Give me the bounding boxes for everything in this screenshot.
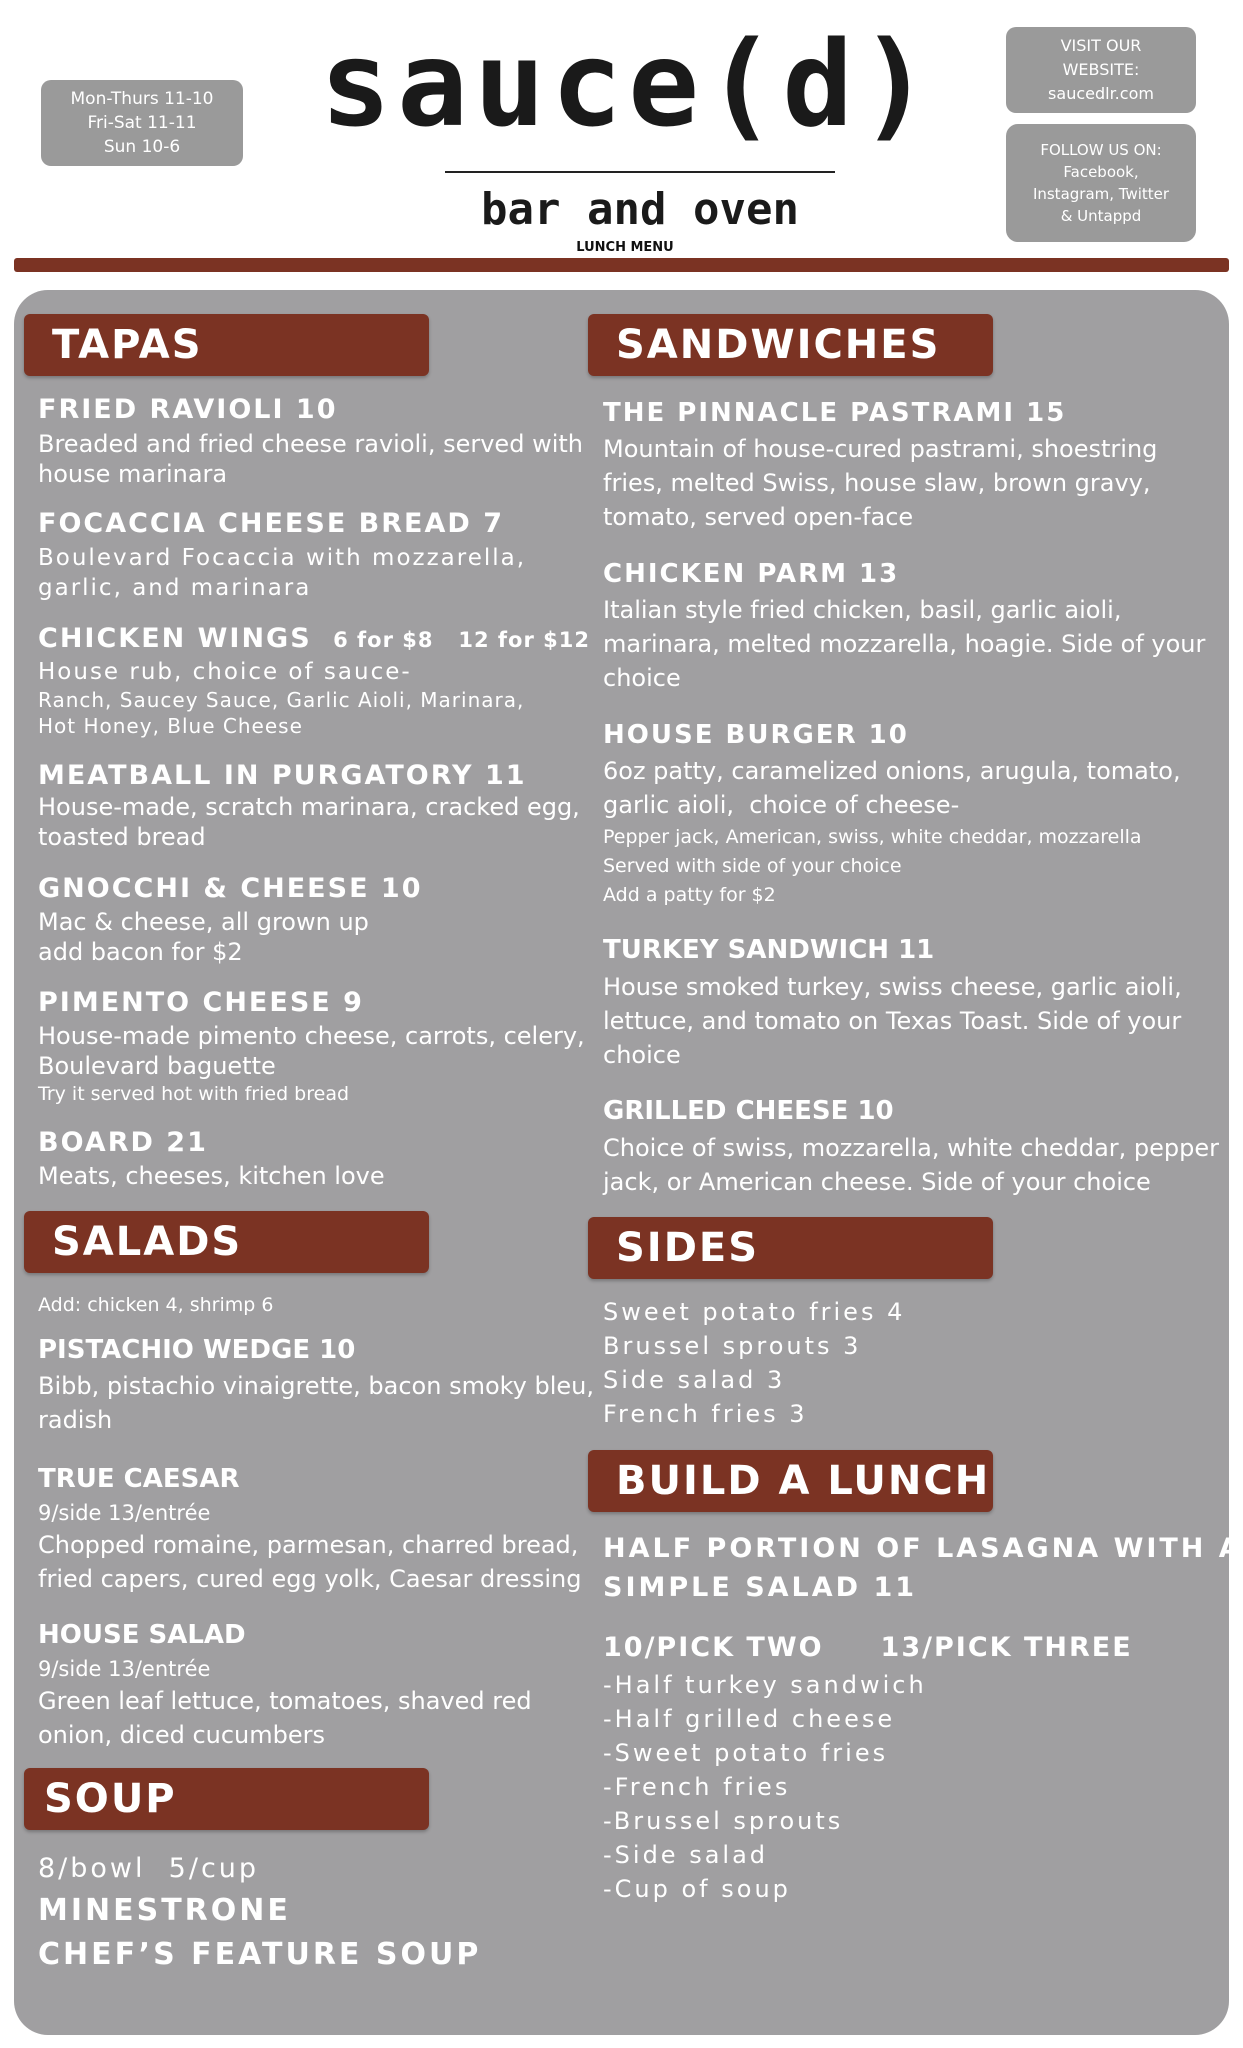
side-item: Sweet potato fries 4 <box>603 1298 906 1326</box>
menu-item-desc: Boulevard Focaccia with mozzarella, <box>38 545 527 571</box>
tagline: bar and oven <box>481 184 799 235</box>
build-lunch-banner <box>588 1450 993 1512</box>
menu-item-note: Served with side of your choice <box>603 855 902 877</box>
menu-item-note: Pepper jack, American, swiss, white cheddar, mozzarella <box>603 826 1142 848</box>
hours-line: Fri-Sat 11-11 <box>87 113 197 133</box>
sides-banner <box>588 1217 993 1279</box>
menu-item-name: GRILLED CHEESE 10 <box>603 1096 894 1126</box>
section-title: SANDWICHES <box>616 322 941 368</box>
pick-option: -Sweet potato fries <box>603 1739 889 1767</box>
menu-item-name: TRUE CAESAR <box>38 1464 240 1494</box>
menu-item-name: PISTACHIO WEDGE 10 <box>38 1335 356 1365</box>
menu-item-name: FRIED RAVIOLI 10 <box>38 394 338 425</box>
soup-price: 8/bowl 5/cup <box>38 1853 260 1884</box>
section-title: SIDES <box>616 1225 760 1271</box>
menu-item-name: HOUSE SALAD <box>38 1620 246 1650</box>
menu-item-desc: House-made, scratch marinara, cracked egg, <box>38 793 580 821</box>
menu-type-label: LUNCH MENU <box>576 240 674 255</box>
side-item: Side salad 3 <box>603 1366 786 1394</box>
menu-item-name: GNOCCHI & CHEESE 10 <box>38 873 423 904</box>
soup-banner <box>24 1768 429 1830</box>
menu-item-desc: choice <box>603 664 681 692</box>
menu-item-name: PIMENTO CHEESE 9 <box>38 987 364 1018</box>
website-box[interactable] <box>1006 27 1196 113</box>
soup-item: CHEF’S FEATURE SOUP <box>38 1937 482 1972</box>
follow-line: Facebook, <box>1063 163 1139 181</box>
menu-item-name-text: CHICKEN WINGS <box>38 623 312 654</box>
menu-item-desc: Breaded and fried cheese ravioli, served with <box>38 430 583 458</box>
menu-item-desc: Mac & cheese, all grown up <box>38 908 369 936</box>
pick-option: -Cup of soup <box>603 1875 791 1903</box>
menu-item-name: MEATBALL IN PURGATORY 11 <box>38 760 527 791</box>
pick-pricing: 10/PICK TWO 13/PICK THREE <box>603 1632 1133 1663</box>
lasagna-combo: SIMPLE SALAD 11 <box>603 1572 918 1603</box>
pick-option: -Half grilled cheese <box>603 1705 896 1733</box>
soup-item: MINESTRONE <box>38 1893 291 1928</box>
website-label: VISIT OUR <box>1060 36 1142 55</box>
hours-box <box>41 80 243 166</box>
menu-item-desc: garlic aioli, choice of cheese- <box>603 791 960 819</box>
menu-item-desc: garlic, and marinara <box>38 575 312 601</box>
section-title: TAPAS <box>52 322 203 368</box>
section-title: BUILD A LUNCH <box>616 1458 991 1504</box>
section-title: SALADS <box>52 1219 243 1265</box>
menu-item-desc: fried capers, cured egg yolk, Caesar dressing <box>38 1565 582 1593</box>
sandwiches-banner <box>588 314 993 376</box>
menu-item-desc: Italian style fried chicken, basil, garlic aioli, <box>603 596 1122 624</box>
logo-divider <box>445 171 835 173</box>
menu-item-desc: jack, or American cheese. Side of your choice <box>603 1168 1151 1196</box>
menu-item-desc: fries, melted Swiss, house slaw, brown gravy, <box>603 469 1151 497</box>
menu-item-desc: toasted bread <box>38 823 206 851</box>
follow-line: Instagram, Twitter <box>1032 185 1170 203</box>
salads-banner <box>24 1211 429 1273</box>
menu-item-desc: onion, diced cucumbers <box>38 1721 326 1749</box>
menu-item-note: Add a patty for $2 <box>603 884 776 906</box>
website-label: WEBSITE: <box>1062 60 1140 79</box>
menu-item-desc: House smoked turkey, swiss cheese, garlic aioli, <box>603 973 1182 1001</box>
menu-item-name: BOARD 21 <box>38 1127 208 1158</box>
menu-item-size: 9/side 13/entrée <box>38 1501 211 1525</box>
menu-item-name: TURKEY SANDWICH 11 <box>603 935 935 965</box>
menu-item-desc: radish <box>38 1406 113 1434</box>
menu-item-desc: Choice of swiss, mozzarella, white cheddar, pepper <box>603 1134 1219 1162</box>
section-title: SOUP <box>44 1776 177 1822</box>
website-link[interactable]: saucedlr.com <box>1048 84 1154 103</box>
menu-item-desc: choice <box>603 1041 681 1069</box>
menu-item-name: CHICKEN PARM 13 <box>603 559 900 589</box>
menu-item-desc: tomato, served open-face <box>603 503 914 531</box>
menu-item-desc: Mountain of house-cured pastrami, shoestring <box>603 435 1158 463</box>
lasagna-combo: HALF PORTION OF LASAGNA WITH A <box>603 1533 1243 1564</box>
menu-item-name: FOCACCIA CHEESE BREAD 7 <box>38 508 504 539</box>
header-divider-bar <box>14 258 1229 272</box>
menu-item-desc: Meats, cheeses, kitchen love <box>38 1162 385 1190</box>
follow-label: FOLLOW US ON: <box>1040 141 1162 159</box>
menu-item-desc: lettuce, and tomato on Texas Toast. Side of your <box>603 1007 1182 1035</box>
follow-line: & Untappd <box>1060 207 1142 225</box>
menu-item-note: Try it served hot with fried bread <box>38 1083 350 1105</box>
hours-line: Sun 10-6 <box>103 137 181 157</box>
menu-item-name: HOUSE BURGER 10 <box>603 720 909 750</box>
pick-option: -Half turkey sandwich <box>603 1671 927 1699</box>
salads-add-on: Add: chicken 4, shrimp 6 <box>38 1294 274 1316</box>
menu-item-note: Ranch, Saucey Sauce, Garlic Aioli, Marinara, <box>38 688 525 712</box>
logo: sauce(d) <box>320 15 937 153</box>
pick-option: -Side salad <box>603 1841 769 1869</box>
menu-item-desc: 6oz patty, caramelized onions, arugula, tomato, <box>603 757 1181 785</box>
side-item: Brussel sprouts 3 <box>603 1332 862 1360</box>
menu-item-note: Hot Honey, Blue Cheese <box>38 714 303 738</box>
menu-item-price: 6 for $8 12 for $12 <box>333 628 590 652</box>
menu-item-name <box>38 622 590 657</box>
menu-item-desc: marinara, melted mozzarella, hoagie. Side of your <box>603 630 1206 658</box>
menu-item-desc: Boulevard baguette <box>38 1052 276 1080</box>
tapas-banner <box>24 314 429 376</box>
menu-item-desc: House-made pimento cheese, carrots, celery, <box>38 1022 585 1050</box>
pick-option: -French fries <box>603 1773 791 1801</box>
menu-item-desc: Chopped romaine, parmesan, charred bread, <box>38 1531 579 1559</box>
menu-item-name: THE PINNACLE PASTRAMI 15 <box>603 398 1067 428</box>
hours-line: Mon-Thurs 11-10 <box>70 89 214 109</box>
menu-item-desc: Bibb, pistachio vinaigrette, bacon smoky bleu, <box>38 1372 595 1400</box>
menu-item-desc: add bacon for $2 <box>38 938 243 966</box>
social-box <box>1006 124 1196 242</box>
menu-item-desc: House rub, choice of sauce- <box>38 659 412 685</box>
side-item: French fries 3 <box>603 1400 808 1428</box>
menu-item-desc: house marinara <box>38 460 228 488</box>
pick-option: -Brussel sprouts <box>603 1807 844 1835</box>
menu-item-size: 9/side 13/entrée <box>38 1657 211 1681</box>
menu-item-desc: Green leaf lettuce, tomatoes, shaved red <box>38 1687 532 1715</box>
